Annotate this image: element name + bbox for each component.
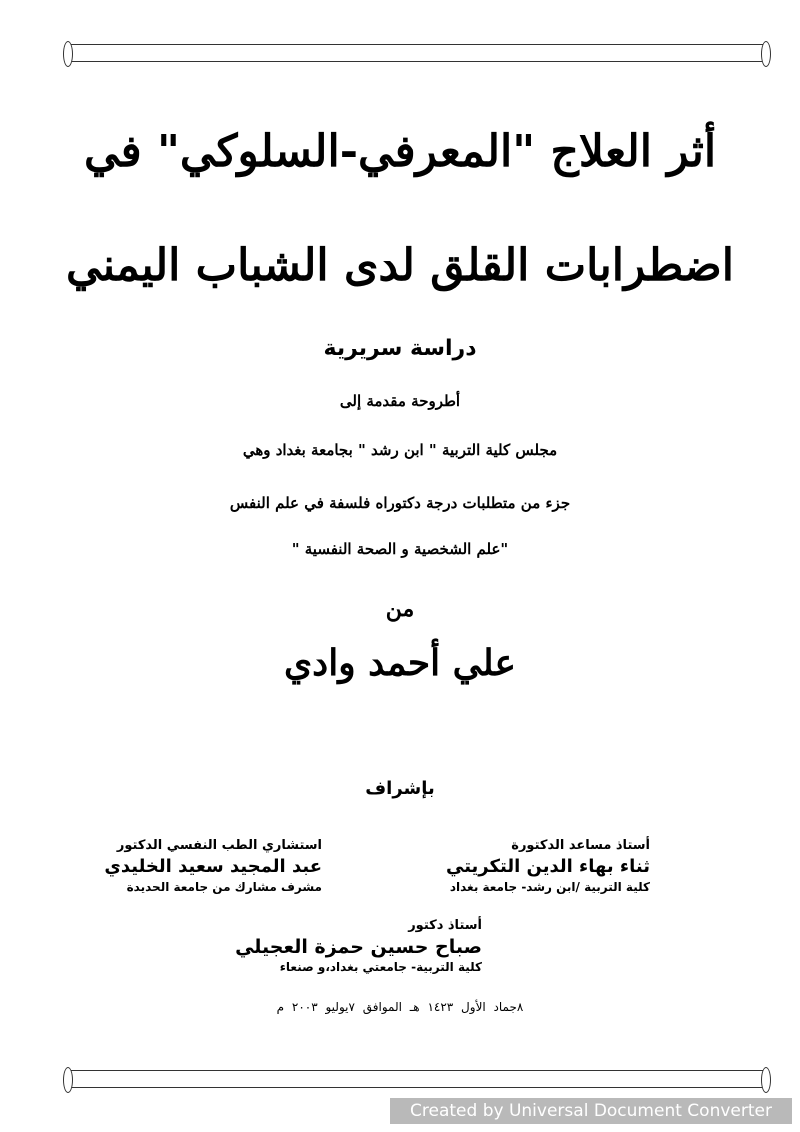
supervisor-affiliation: مشرف مشارك من جامعة الحديدة	[126, 880, 322, 894]
supervision-heading: بإشراف	[365, 778, 435, 799]
supervisor-name: ثناء بهاء الدين التكريتي	[445, 856, 650, 877]
thesis-subtitle: دراسة سريرية	[323, 336, 477, 361]
thesis-title-line-1: أثر العلاج "المعرفي-السلوكي" في	[83, 126, 717, 177]
requirement-line: جزء من متطلبات درجة دكتوراه فلسفة في علم النفس	[229, 494, 571, 512]
author-name: علي أحمد وادي	[283, 642, 517, 684]
supervisor-right	[390, 838, 650, 895]
supervisor-role: أستاذ دكتور	[408, 918, 482, 933]
supervisor-name: صباح حسين حمزة العجيلي	[235, 936, 482, 958]
supervisor-role: استشاري الطب النفسي الدكتور	[116, 838, 322, 853]
council-line: مجلس كلية التربية " ابن رشد " بجامعة بغداد وهي	[242, 441, 558, 459]
supervisor-role: أستاذ مساعد الدكتورة	[511, 838, 650, 853]
supervisor-affiliation: كلية التربية /ابن رشد- جامعة بغداد	[449, 880, 650, 894]
thesis-title-line-2: اضطرابات القلق لدى الشباب اليمني	[66, 240, 734, 291]
bottom-scroll-border	[68, 1070, 766, 1088]
supervisor-name: عبد المجيد سعيد الخليدي	[104, 856, 322, 877]
converter-watermark: Created by Universal Document Converter	[390, 1098, 792, 1124]
supervisor-left	[62, 838, 322, 895]
by-label: من	[385, 596, 415, 622]
supervisor-affiliation: كلية التربية- جامعتي بغداد،و صنعاء	[279, 960, 482, 974]
top-scroll-border	[68, 44, 766, 62]
date-line: ٨جماد الأول ١٤٢٣ هـ الموافق ٧يوليو ٢٠٠٣ م	[276, 1000, 524, 1014]
specialty-line: "علم الشخصية و الصحة النفسية "	[291, 540, 509, 558]
supervisor-middle	[222, 918, 482, 975]
submitted-to-line: أطروحة مقدمة إلى	[339, 392, 461, 410]
